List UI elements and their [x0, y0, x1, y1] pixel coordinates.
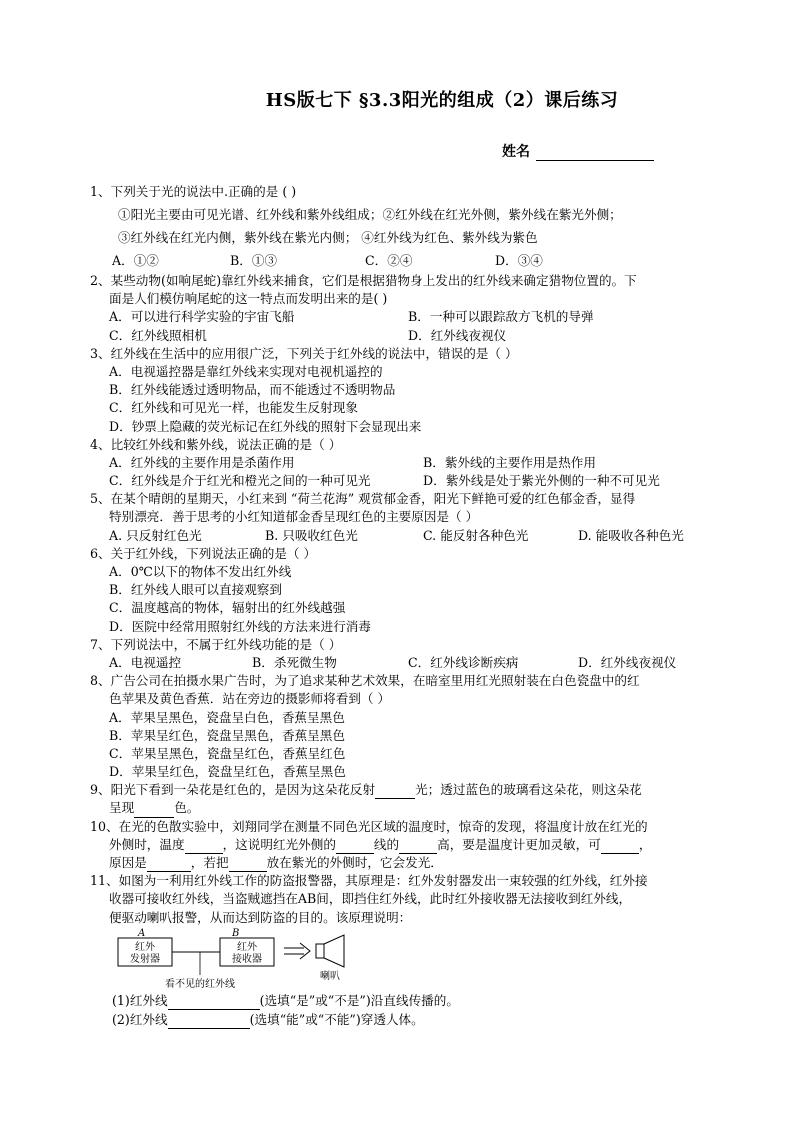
label-b: B [232, 927, 240, 939]
question-1 [90, 180, 710, 272]
emitter-label: 红外 [135, 941, 155, 953]
name-label: 姓名 [502, 144, 530, 160]
speaker-icon [316, 935, 344, 967]
answer-blank[interactable] [399, 840, 437, 854]
question-6 [90, 545, 710, 636]
question-7 [90, 636, 710, 672]
page-title: HS版七下 §3.3阳光的组成（2）课后练习 [265, 90, 619, 111]
question-5 [90, 490, 710, 545]
options-row [90, 249, 710, 272]
name-blank[interactable] [536, 146, 654, 161]
question-stem-cont: 特别漂亮．善于思考的小红知道郁金香呈现红色的主要原因是（ ） [109, 509, 479, 525]
option-c[interactable]: C．红外线照相机 [109, 327, 207, 343]
answer-blank[interactable] [185, 840, 223, 854]
option-b[interactable]: B．紫外线的主要作用是热作用 [423, 454, 596, 470]
question-4 [90, 436, 710, 491]
question-2 [90, 272, 710, 345]
options-row [90, 654, 710, 672]
receiver-label: 红外 [237, 941, 257, 953]
question-stem-cont: 面是人们模仿响尾蛇的这一特点而发明出来的是( ) [109, 291, 388, 307]
answer-blank[interactable] [336, 840, 374, 854]
answer-blank[interactable] [147, 858, 191, 872]
question-text: 放在紫光的外侧时，它会发光． [266, 855, 443, 870]
question-stem-cont: 收器可接收红外线，当盗贼遮挡在AB间，即挡住红外线，此时红外接收器无法接收到红外线， [109, 891, 632, 907]
option-a[interactable]: A．0℃以下的物体不发出红外线 [109, 564, 292, 579]
options-row [90, 327, 710, 345]
option-b[interactable]: B．杀死微生物 [252, 654, 337, 670]
receiver-label: 接收器 [232, 953, 262, 965]
answer-blank[interactable] [168, 996, 260, 1010]
options-row [90, 308, 710, 326]
question-text: (2)红外线 [112, 1011, 168, 1027]
option-a[interactable]: A．苹果呈黑色，瓷盘呈白色，香蕉呈黑色 [109, 709, 345, 725]
option-b[interactable]: B．一种可以跟踪敌方飞机的导弹 [408, 309, 594, 325]
question-stem: 5、在某个晴朗的星期天，小红来到 “荷兰花海” 观赏郁金香，阳光下鲜艳可爱的红色郁金香，显得 [90, 491, 636, 507]
beam-label: 看不见的红外线 [165, 978, 235, 990]
statement-line: ①阳光主要由可见光谱、红外线和紫外线组成；②红外线在红光外侧，紫外线在紫光外侧； [118, 207, 622, 222]
option-a[interactable]: A. 只反射红色光 [109, 527, 202, 543]
options-row [90, 454, 710, 472]
option-c[interactable]: C．②④ [365, 253, 413, 268]
question-text: 色。 [174, 800, 200, 816]
sub-question-2 [90, 1010, 710, 1029]
question-text: 线的 [373, 836, 400, 852]
question-text: ，若把 [190, 855, 229, 870]
option-c[interactable]: C．红外线和可见光一样，也能发生反射现象 [109, 400, 358, 416]
question-text: 外侧时，温度 [109, 836, 185, 852]
question-text: 高，要是温度计更加灵敏，可 [437, 836, 601, 852]
option-b[interactable]: B．①③ [230, 253, 278, 268]
option-b[interactable]: B．红外线人眼可以直接观察到 [109, 582, 282, 598]
question-stem-cont: 便驱动喇叭报警，从而达到防盗的目的。该原理说明： [109, 909, 412, 925]
question-stem-cont: 色苹果及黄色香蕉．站在旁边的摄影师将看到（ ） [109, 691, 391, 707]
answer-blank[interactable] [168, 1015, 250, 1029]
question-text: 呈现 [109, 800, 135, 816]
question-11 [90, 872, 710, 1029]
question-text: (选填“是”或“不是”)沿直线传播的。 [259, 992, 459, 1008]
question-line [90, 836, 710, 854]
answer-blank[interactable] [601, 840, 639, 854]
statement-line: ③红外线在红光内侧，紫外线在紫光内侧； ④红外线为红色、紫外线为紫色 [118, 230, 538, 245]
question-8 [90, 672, 710, 781]
answer-blank[interactable] [134, 804, 174, 818]
option-c[interactable]: C. 能反射各种色光 [423, 527, 529, 543]
question-10 [90, 818, 710, 873]
question-stem: 6、关于红外线，下列说法正确的是（ ） [90, 545, 317, 561]
question-line [90, 781, 710, 799]
question-3 [90, 345, 710, 436]
options-row [90, 472, 710, 490]
question-text: 原因是 [109, 855, 147, 870]
option-d[interactable]: D．医院中经常用照射红外线的方法来进行消毒 [109, 618, 371, 634]
question-stem: 3、红外线在生活中的应用很广泛，下列关于红外线的说法中，错误的是（ ） [90, 345, 518, 361]
question-stem: 1、下列关于光的说法中.正确的是 ( ) [90, 184, 297, 199]
option-b[interactable]: B．红外线能透过透明物品，而不能透过不透明物品 [109, 382, 396, 398]
option-c[interactable]: C．红外线是介于红光和橙光之间的一种可见光 [109, 473, 371, 489]
option-c[interactable]: C．苹果呈黑色，瓷盘呈红色，香蕉呈红色 [109, 745, 346, 761]
question-9 [90, 781, 710, 817]
option-d[interactable]: D．红外线夜视仪 [408, 327, 507, 343]
question-stem: 4、比较红外线和紫外线，说法正确的是（ ） [90, 436, 342, 452]
speaker-label: 喇叭 [320, 970, 340, 982]
question-list [90, 180, 710, 1029]
label-a: A [138, 927, 146, 939]
question-text: 9、阳光下看到一朵花是红色的，是因为这朵花反射 [90, 782, 376, 798]
option-d[interactable]: D. 能吸收各种色光 [578, 527, 684, 543]
sub-question-1 [90, 991, 710, 1010]
question-text: (1)红外线 [112, 992, 168, 1008]
answer-blank[interactable] [229, 858, 267, 872]
option-a[interactable]: A．红外线的主要作用是杀菌作用 [109, 454, 295, 470]
option-d[interactable]: D．钞票上隐藏的荧光标记在红外线的照射下会显现出来 [109, 418, 422, 434]
name-field [502, 141, 654, 161]
question-stem: 7、下列说法中，不属于红外线功能的是（ ） [90, 636, 342, 652]
question-text: ， [638, 836, 652, 852]
alarm-diagram [116, 927, 710, 991]
question-line [90, 799, 710, 817]
alarm-diagram-svg [116, 927, 376, 991]
option-b[interactable]: B. 只吸收红色光 [265, 527, 358, 543]
option-b[interactable]: B．苹果呈红色，瓷盘呈黑色，香蕉呈黑色 [109, 727, 345, 743]
option-a[interactable]: A．电视遥控器是靠红外线来实现对电视机遥控的 [109, 363, 383, 379]
options-row [90, 527, 710, 545]
question-text: 光；透过蓝色的玻璃看这朵花，则这朵花 [415, 782, 642, 798]
emitter-label: 发射器 [130, 953, 160, 965]
question-line [90, 854, 710, 872]
option-c[interactable]: C．温度越高的物体，辐射出的红外线越强 [109, 600, 346, 616]
option-a[interactable]: A．电视遥控 [109, 654, 182, 670]
option-a[interactable]: A．①② [112, 253, 159, 268]
question-stem: 11、如图为一利用红外线工作的防盗报警器，其原理是：红外发射器发出一束较强的红外线，红外接 [90, 873, 648, 889]
answer-blank[interactable] [375, 785, 415, 799]
option-d[interactable]: D．苹果呈红色，瓷盘呈红色，香蕉呈黑色 [109, 764, 346, 780]
option-d[interactable]: D．红外线夜视仪 [578, 654, 677, 670]
option-d[interactable]: D．紫外线是处于紫光外侧的一种不可见光 [423, 473, 660, 489]
option-c[interactable]: C．红外线诊断疾病 [408, 654, 519, 670]
arrow-icon [284, 943, 310, 959]
question-stem: 10、在光的色散实验中，刘翔同学在测量不同色光区域的温度时，惊奇的发现，将温度计放在红光的 [90, 818, 648, 834]
question-text: ，这说明红光外侧的 [222, 836, 336, 852]
question-text: (选填“能”或“不能”)穿透人体。 [249, 1011, 424, 1027]
option-d[interactable]: D．③④ [495, 253, 543, 268]
question-stem: 2、某些动物(如响尾蛇)靠红外线来捕食，它们是根据猎物身上发出的红外线来确定猎物位置的。下 [90, 273, 637, 288]
option-a[interactable]: A．可以进行科学实验的宇宙飞船 [109, 309, 295, 325]
question-stem: 8、广告公司在拍摄水果广告时，为了追求某种艺术效果，在暗室里用红光照射装在白色瓷盘中的红 [90, 673, 640, 689]
